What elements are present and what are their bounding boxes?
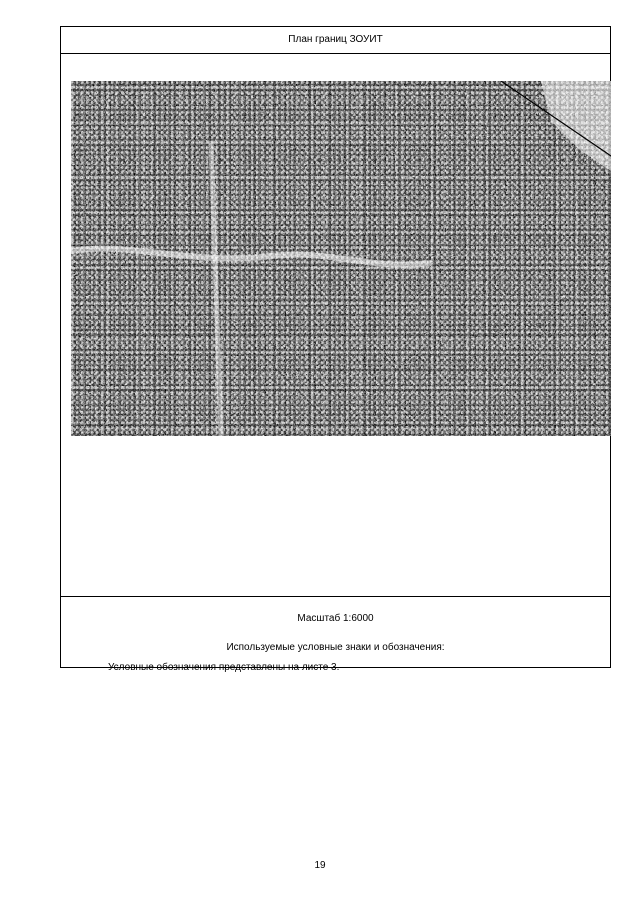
scale-label: Масштаб 1:6000: [297, 613, 374, 624]
page-number: 19: [314, 860, 326, 871]
map-overlay: [71, 81, 611, 436]
map-sheet-frame: [60, 26, 611, 673]
aerial-photo: [71, 81, 611, 436]
legend-note: Условные обозначения представлены на листе 3.: [108, 662, 340, 673]
map-caption: [61, 596, 610, 673]
map-area: [61, 53, 610, 597]
map-title: План границ ЗОУИТ: [61, 27, 610, 54]
legend-heading: Используемые условные знаки и обозначения:: [226, 642, 445, 653]
